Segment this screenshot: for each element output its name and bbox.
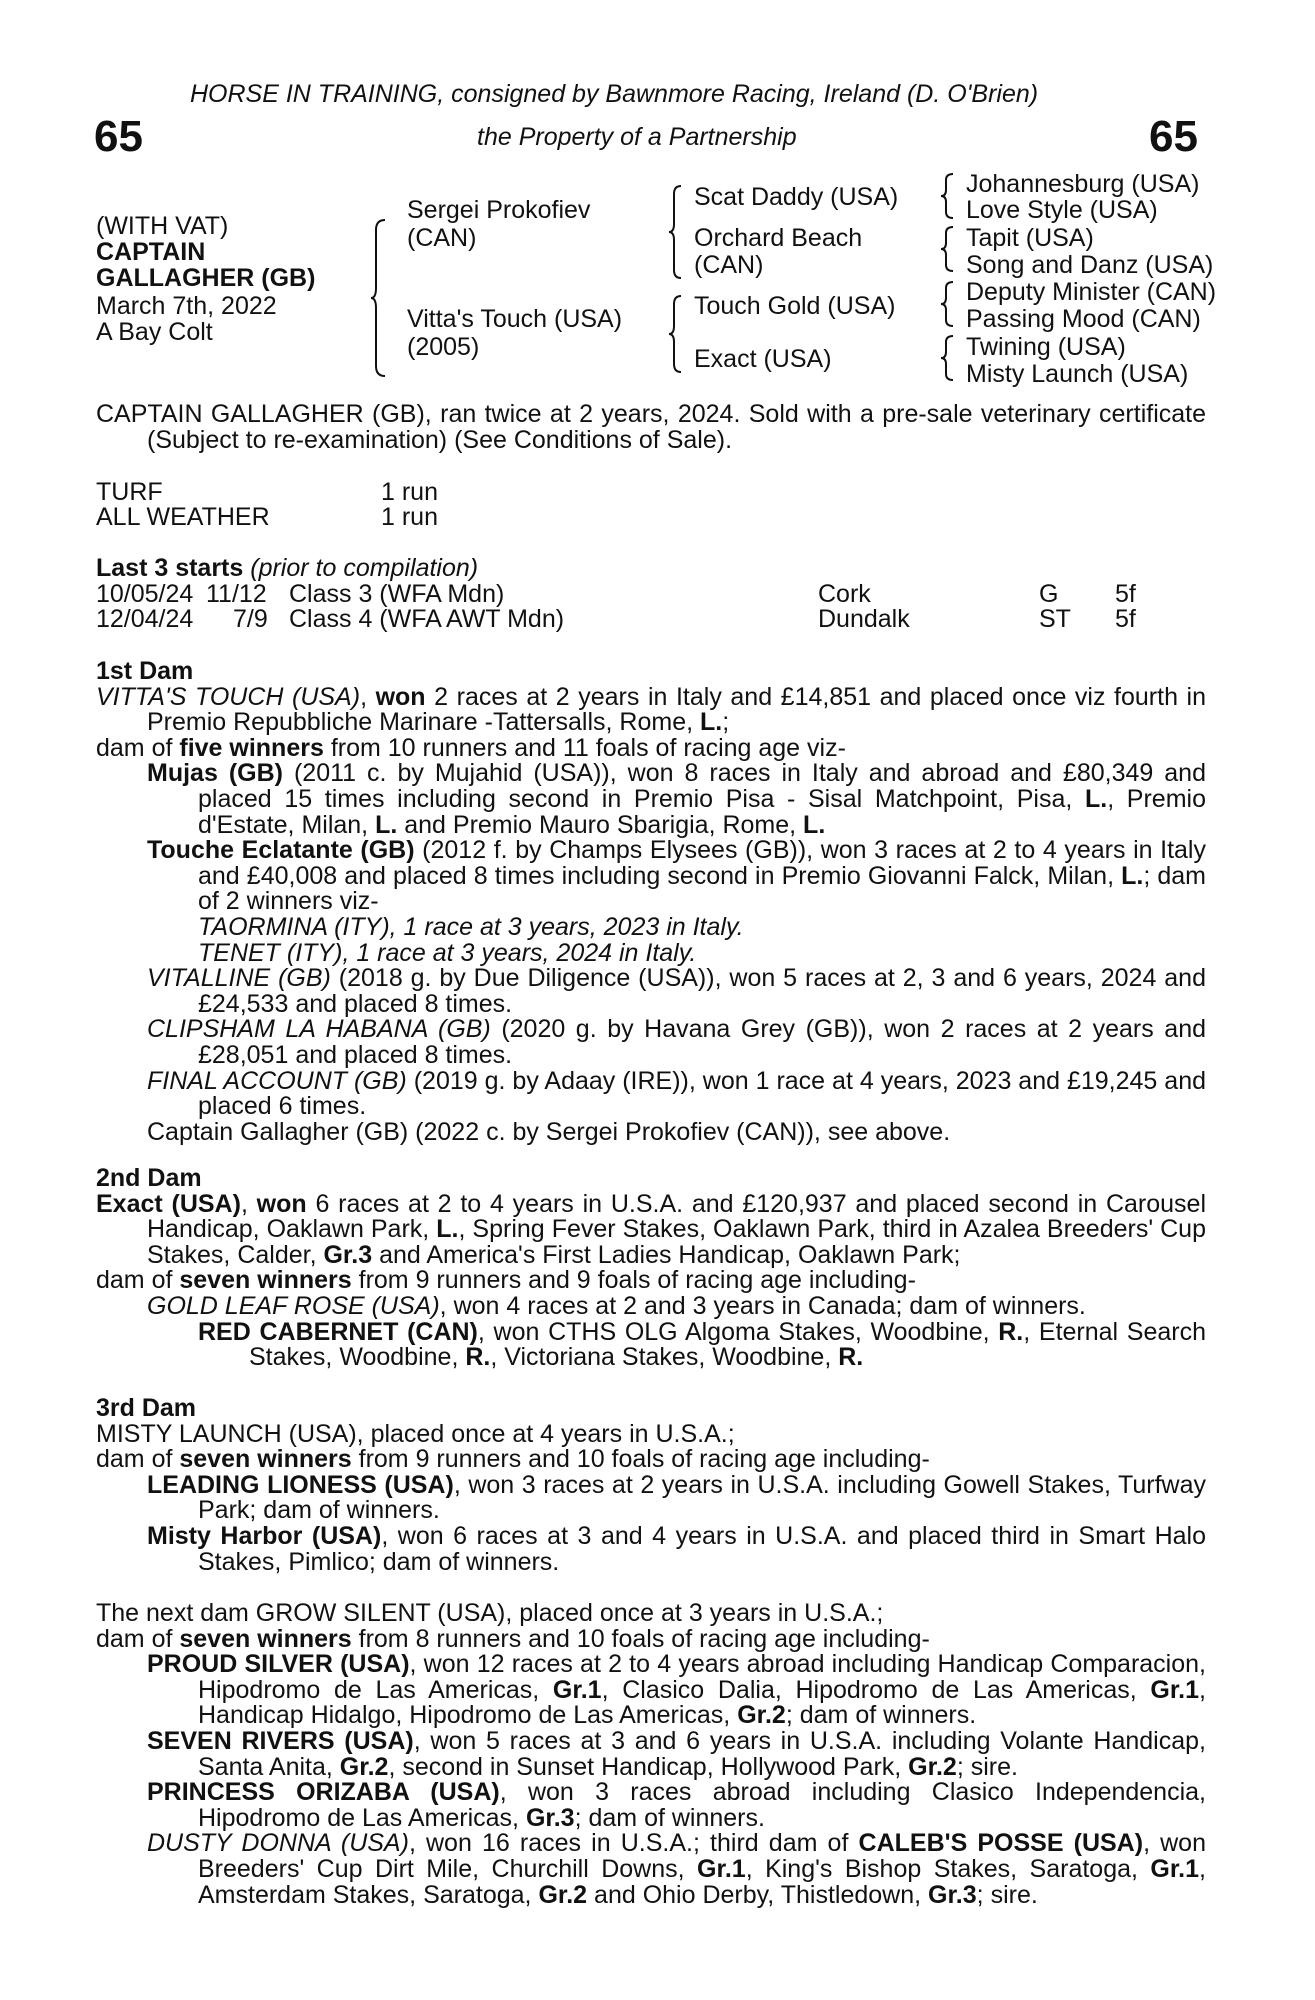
sire-dam-name: Orchard Beach: [694, 224, 863, 252]
progeny-leading-lioness: LEADING LIONESS (USA), won 3 races at 2 years in U.S.A. including Gowell Stakes, Turfway Park; dam of winners.: [147, 1470, 1206, 1525]
start-going: ST: [1039, 605, 1071, 633]
summary-block: [96, 402, 1206, 453]
start-position: 11/12: [206, 580, 267, 608]
surface-aw-value: 1 run: [381, 503, 438, 531]
progeny-gold-leaf-rose: GOLD LEAF ROSE (USA), won 4 races at 2 and 3 years in Canada; dam of winners.: [147, 1291, 1086, 1320]
progeny-proud-silver: PROUD SILVER (USA), won 12 races at 2 to 4 years abroad including Handicap Comparacion, Hipodromo de Las Americas, Gr.1, Clasico Dalia, Hipodromo de Las Americas, Gr.1, Handicap Hidalgo, Hipodromo de Las Americas, Gr.2; dam of winners.: [147, 1650, 1206, 1730]
third-dam-section: [96, 1396, 1206, 1575]
pedigree-brace-sire: [668, 184, 684, 280]
summary-text: CAPTAIN GALLAGHER (GB), ran twice at 2 years, 2024. Sold with a pre-sale veterinary certificate (Subject to re-examination) (See Conditions of Sale).: [96, 400, 1206, 454]
progeny-vitalline: VITALLINE (GB) (2018 g. by Due Diligence (USA)), won 5 races at 2, 3 and 6 years, 2024 and £24,533 and placed 8 times.: [147, 964, 1206, 1018]
start-course: Cork: [818, 580, 871, 608]
start-date: 10/05/24: [96, 580, 194, 608]
start-date: 12/04/24: [96, 605, 194, 633]
second-dam-section: [96, 1166, 1206, 1371]
start-going: G: [1039, 580, 1059, 608]
first-dam-produce: dam of five winners from 10 runners and 11 foals of racing age viz-: [96, 733, 846, 762]
surface-aw-label: ALL WEATHER: [96, 503, 270, 531]
grandparent-3: Tapit (USA): [966, 224, 1094, 252]
grandparent-6: Passing Mood (CAN): [966, 305, 1201, 333]
dam-name: Vitta's Touch (USA): [407, 305, 623, 333]
grandparent-2: Love Style (USA): [966, 196, 1158, 224]
third-dam-record: MISTY LAUNCH (USA), placed once at 4 years in U.S.A.;: [96, 1419, 735, 1448]
horse-sex: A Bay Colt: [96, 318, 213, 346]
progeny-red-cabernet: RED CABERNET (CAN), won CTHS OLG Algoma Stakes, Woodbine, R., Eternal Search Stakes, Woodbine, R., Victoriana Stakes, Woodbine, R.: [198, 1317, 1207, 1372]
start-course: Dundalk: [818, 605, 910, 633]
progeny-clipsham: CLIPSHAM LA HABANA (GB) (2020 g. by Havana Grey (GB)), won 2 races at 2 years and £28,051 and placed 8 times.: [147, 1015, 1206, 1069]
surface-turf-value: 1 run: [381, 478, 438, 506]
grandparent-5: Deputy Minister (CAN): [966, 278, 1217, 306]
pedigree-brace-dam: [668, 294, 684, 374]
progeny-taormina: TAORMINA (ITY), 1 race at 3 years, 2023 in Italy.: [198, 912, 744, 941]
progeny-final-account: FINAL ACCOUNT (GB) (2019 g. by Adaay (IRE)), won 1 race at 4 years, 2023 and £19,245 and placed 6 times.: [147, 1066, 1206, 1121]
progeny-mujas: Mujas (GB) (2011 c. by Mujahid (USA)), won 8 races in Italy and abroad and £80,349 and placed 15 times including second in Premio Pisa - Sisal Matchpoint, Pisa, L., Premio d'Estate, Milan, L. and Premio Mauro Sbarigia, Rome, L.: [147, 759, 1206, 839]
header-consignor: HORSE IN TRAINING, consigned by Bawnmore Racing, Ireland (D. O'Brien): [190, 80, 1039, 108]
third-dam-produce: dam of seven winners from 9 runners and 10 foals of racing age including-: [96, 1445, 930, 1474]
lot-number-right: 65: [1149, 112, 1198, 161]
second-dam-heading: 2nd Dam: [96, 1164, 202, 1192]
start-race: Class 4 (WFA AWT Mdn): [289, 605, 565, 633]
progeny-captain-gallagher: Captain Gallagher (GB) (2022 c. by Sergei Prokofiev (CAN)), see above.: [147, 1117, 951, 1146]
pedigree-brace-main: [370, 218, 388, 378]
first-dam-record: VITTA'S TOUCH (USA), won 2 races at 2 years in Italy and £14,851 and placed once viz fourth in Premio Repubbliche Marinare -Tattersalls, Rome, L.;: [96, 682, 1206, 737]
next-dam-section: [96, 1601, 1206, 1908]
horse-name-line1: CAPTAIN: [96, 238, 206, 266]
second-dam-record: Exact (USA), won 6 races at 2 to 4 years in U.S.A. and £120,937 and placed second in Carousel Handicap, Oaklawn Park, L., Spring Fever Stakes, Oaklawn Park, third in Azalea Breeders' Cup Stakes, Calder, Gr.3 and America's First Ladies Handicap, Oaklawn Park;: [96, 1189, 1207, 1269]
progeny-seven-rivers: SEVEN RIVERS (USA), won 5 races at 3 and 6 years in U.S.A. including Volante Handicap, Santa Anita, Gr.2, second in Sunset Handicap, Hollywood Park, Gr.2; sire.: [147, 1726, 1206, 1781]
start-position: 7/9: [233, 605, 268, 633]
horse-dob: March 7th, 2022: [96, 292, 277, 320]
pedigree-brace-g34: [940, 225, 956, 273]
next-dam-produce: dam of seven winners from 8 runners and 10 foals of racing age including-: [96, 1624, 930, 1653]
surface-turf-label: TURF: [96, 478, 163, 506]
third-dam-heading: 3rd Dam: [96, 1394, 197, 1422]
pedigree-brace-g56: [940, 280, 956, 328]
grandparent-4: Song and Danz (USA): [966, 251, 1214, 279]
sire-sire: Scat Daddy (USA): [694, 183, 899, 211]
sire-origin: (CAN): [407, 224, 477, 252]
start-distance: 5f: [1115, 605, 1136, 633]
progeny-misty-harbor: Misty Harbor (USA), won 6 races at 3 and 4 years in U.S.A. and placed third in Smart Halo Stakes, Pimlico; dam of winners.: [147, 1521, 1206, 1576]
progeny-touche-eclatante: Touche Eclatante (GB) (2012 f. by Champs Elysees (GB)), won 3 races at 2 to 4 years in Italy and £40,008 and placed 8 times including second in Premio Giovanni Falck, Milan, L.; dam of 2 winners viz-: [147, 836, 1206, 916]
last-starts-heading: [96, 555, 478, 581]
horse-name-line2: GALLAGHER (GB): [96, 264, 316, 292]
vat-label: (WITH VAT): [96, 212, 229, 240]
pedigree-brace-g12: [940, 172, 956, 220]
dam-sire: Touch Gold (USA): [694, 292, 896, 320]
grandparent-8: Misty Launch (USA): [966, 360, 1189, 388]
header-property: the Property of a Partnership: [477, 123, 797, 151]
grandparent-7: Twining (USA): [966, 333, 1126, 361]
lot-number-left: 65: [94, 112, 143, 161]
last-starts-title: Last 3 starts: [96, 554, 244, 582]
start-distance: 5f: [1115, 580, 1136, 608]
progeny-tenet: TENET (ITY), 1 race at 3 years, 2024 in Italy.: [198, 938, 697, 967]
dam-dam: Exact (USA): [694, 345, 832, 373]
grandparent-1: Johannesburg (USA): [966, 170, 1200, 198]
sire-name: Sergei Prokofiev: [407, 196, 591, 224]
pedigree-brace-g78: [940, 334, 956, 382]
sire-dam-origin: (CAN): [694, 251, 764, 279]
first-dam-section: [96, 659, 1206, 1145]
start-race: Class 3 (WFA Mdn): [289, 580, 505, 608]
first-dam-heading: 1st Dam: [96, 657, 194, 685]
second-dam-produce: dam of seven winners from 9 runners and 9 foals of racing age including-: [96, 1266, 916, 1295]
dam-year: (2005): [407, 333, 480, 361]
progeny-dusty-donna: DUSTY DONNA (USA), won 16 races in U.S.A.; third dam of CALEB'S POSSE (USA), won Breeders' Cup Dirt Mile, Churchill Downs, Gr.1, King's Bishop Stakes, Saratoga, Gr.1, Amsterdam Stakes, Saratoga, Gr.2 and Ohio Derby, Thistledown, Gr.3; sire.: [147, 1829, 1206, 1909]
last-starts-note: (prior to compilation): [250, 554, 479, 582]
next-dam-record: The next dam GROW SILENT (USA), placed once at 3 years in U.S.A.;: [96, 1599, 884, 1627]
progeny-princess-orizaba: PRINCESS ORIZABA (USA), won 3 races abroad including Clasico Independencia, Hipodromo de Las Americas, Gr.3; dam of winners.: [147, 1778, 1206, 1832]
